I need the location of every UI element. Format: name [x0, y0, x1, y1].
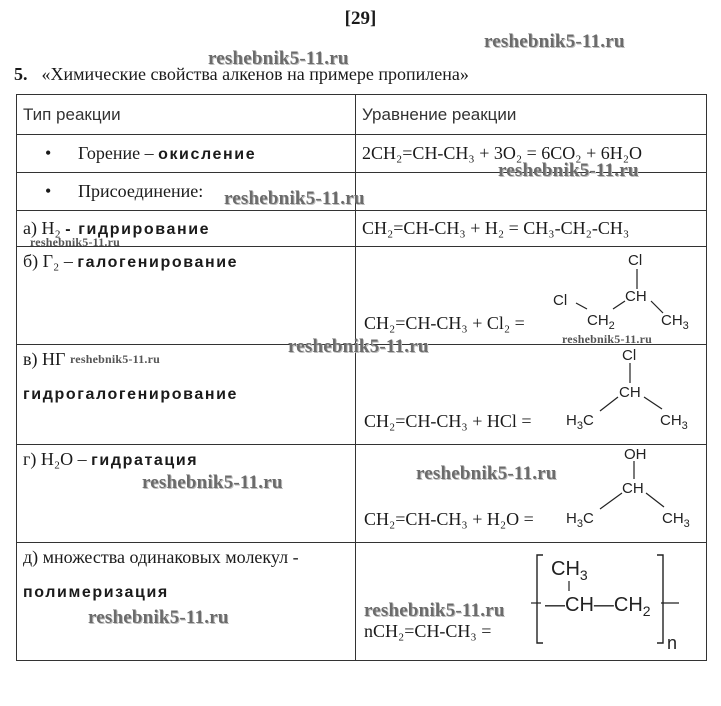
halogenation-type-cell — [17, 247, 356, 345]
watermark: reshebnik5-11.ru — [30, 235, 120, 249]
cl-atom-top: Cl — [628, 252, 643, 269]
polymerization-term: полимеризация — [23, 584, 169, 601]
polymer-chain: $—CH—CH_2$ — [545, 594, 651, 619]
combustion-type-cell — [17, 135, 356, 173]
repeat-count-n: n — [667, 633, 678, 653]
watermark: reshebnik5-11.ru — [70, 352, 160, 366]
hydrohalogenation-label: в) HГ — [23, 349, 66, 369]
halogenation-equation: CH₂=CH-CH₃ + Cl₂ = — [364, 313, 525, 333]
propanol-structure — [566, 445, 701, 537]
watermark: reshebnik5-11.ru — [484, 31, 625, 52]
hydration-equation: CH₂=CH-CH₃ + H₂O = — [364, 509, 534, 529]
row-halogenation — [17, 247, 707, 345]
h3c-group: $H_3C$ — [566, 412, 594, 432]
hydrogenation-term: - гидрирование — [65, 221, 211, 238]
task-title: «Химические свойства алкенов на примере пропилена» — [41, 64, 469, 84]
hydration-term: гидратация — [91, 452, 199, 469]
ch3-group: $CH_3$ — [662, 510, 690, 530]
hydration-equation-cell — [356, 445, 707, 543]
watermark: reshebnik5-11.ru — [88, 607, 229, 628]
watermark: reshebnik5-11.ru — [288, 336, 429, 357]
hydrohalogenation-equation-cell — [356, 345, 707, 445]
watermark: reshebnik5-11.ru — [562, 332, 652, 346]
dichloropropane-structure — [551, 247, 701, 339]
watermark: reshebnik5-11.ru — [208, 48, 349, 69]
polymerization-type-cell — [17, 543, 356, 661]
ch-group: CH — [619, 384, 641, 401]
ch-group: CH — [625, 288, 647, 305]
halogenation-equation-cell — [356, 247, 707, 345]
bullet: • — [45, 181, 52, 201]
ch-group: CH — [622, 480, 644, 497]
row-hydration — [17, 445, 707, 543]
polypropylene-structure — [531, 543, 701, 655]
h3c-group: $H_3C$ — [566, 510, 594, 530]
header-reaction-type: Тип реакции — [17, 95, 356, 135]
row-hydrogenation — [17, 211, 707, 247]
hydration-label: г) H₂O – — [23, 449, 92, 469]
watermark: reshebnik5-11.ru — [224, 188, 365, 209]
halogenation-label: б) Г₂ – — [23, 251, 78, 271]
combustion-label: Горение – — [78, 143, 159, 163]
watermark: reshebnik5-11.ru — [498, 160, 639, 181]
header-reaction-equation: Уравнение реакции — [356, 95, 707, 135]
ch3-group: $CH_3$ — [660, 412, 688, 432]
halogenation-term: галогенирование — [77, 254, 239, 271]
ch3-group: $CH_3$ — [551, 558, 588, 583]
task-number: 5. — [14, 64, 28, 84]
ch2-group: $CH_2$ — [587, 312, 615, 332]
hydrohalogenation-equation: CH₂=CH-CH₃ + HCl = — [364, 411, 532, 431]
table-header-row — [17, 95, 707, 135]
polymerization-equation: nCH₂=CH-CH₃ = — [364, 621, 492, 641]
hydrohalogenation-type-cell — [17, 345, 356, 445]
chloropropane-structure — [566, 345, 701, 437]
watermark: reshebnik5-11.ru — [416, 463, 557, 484]
bullet: • — [45, 143, 52, 163]
left-bracket — [537, 555, 543, 643]
hydrohalogenation-term: гидрогалогенирование — [23, 386, 239, 403]
page-number: [29] — [344, 8, 377, 29]
combustion-term: окисление — [158, 146, 257, 163]
hydrogenation-label: а) H₂ — [23, 218, 66, 238]
ch3-group: $CH_3$ — [661, 312, 689, 332]
cl-atom-left: Cl — [553, 292, 568, 309]
combustion-equation: 2CH₂=CH-CH₃ + 3O₂ = 6CO₂ + 6H₂O — [356, 135, 707, 173]
oh-group: OH — [624, 446, 647, 463]
addition-label: Присоединение: — [78, 181, 204, 201]
watermark: reshebnik5-11.ru — [364, 600, 505, 621]
polymerization-label: д) множества одинаковых молекул - — [23, 547, 299, 567]
watermark: reshebnik5-11.ru — [142, 472, 283, 493]
row-polymerization — [17, 543, 707, 661]
cl-atom: Cl — [622, 347, 637, 364]
right-bracket — [657, 555, 663, 643]
hydrogenation-equation: CH₂=CH-CH₃ + H₂ = CH₃-CH₂-CH₃ — [356, 211, 707, 247]
